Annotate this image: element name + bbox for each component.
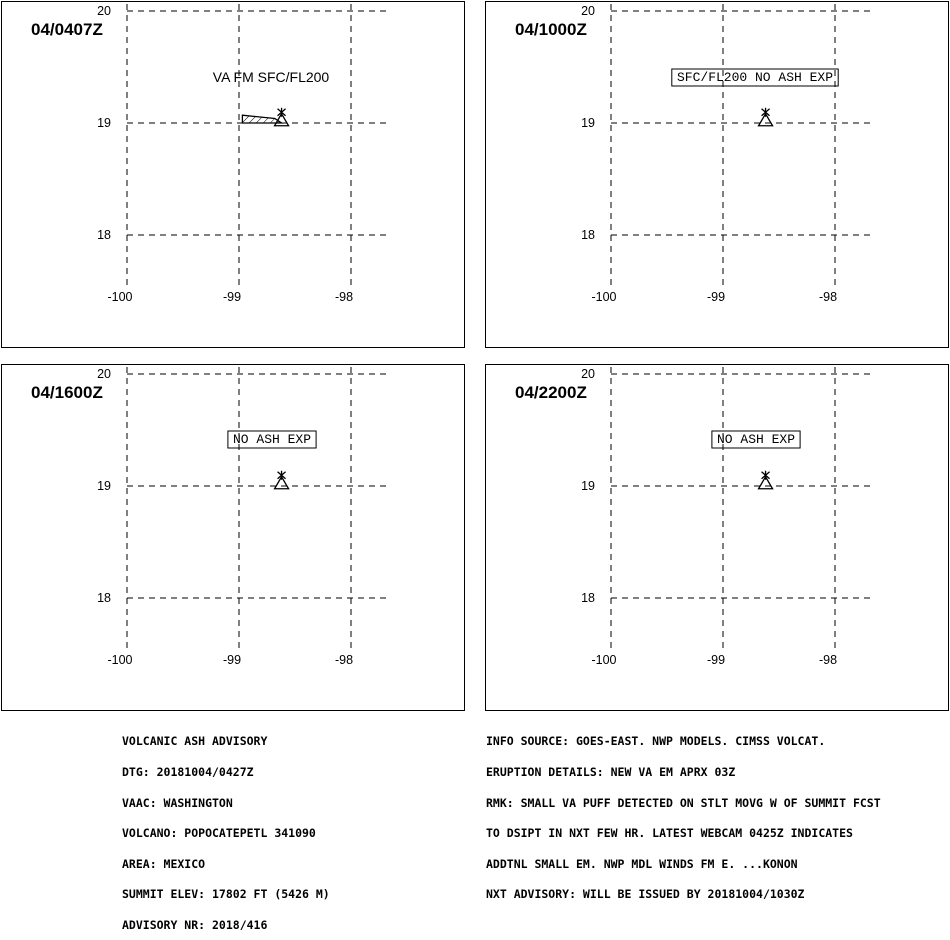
longitude-label: -100: [107, 653, 133, 667]
ash-forecast-label: VA FM SFC/FL200: [212, 69, 330, 85]
latitude-label: 20: [97, 4, 111, 18]
latitude-label: 19: [581, 479, 595, 493]
advisory-line: RMK: SMALL VA PUFF DETECTED ON STLT MOVG W OF SUMMIT FCST: [486, 795, 881, 810]
forecast-time-label: 04/0407Z: [31, 20, 103, 39]
advisory-line: ADVISORY NR: 2018/416: [122, 917, 268, 932]
advisory-line: VAAC: WASHINGTON: [122, 795, 233, 810]
forecast-time-label: 04/2200Z: [515, 383, 587, 402]
map-canvas: [486, 2, 948, 347]
advisory-line: AREA: MEXICO: [122, 856, 206, 871]
latitude-label: 19: [581, 116, 595, 130]
longitude-label: -98: [334, 290, 354, 304]
longitude-label: -100: [591, 653, 617, 667]
advisory-line: INFO SOURCE: GOES-EAST. NWP MODELS. CIMSS VOLCAT.: [486, 734, 826, 749]
advisory-line: TO DSIPT IN NXT FEW HR. LATEST WEBCAM 0425Z INDICATES: [486, 826, 853, 841]
forecast-time-label: 04/1600Z: [31, 383, 103, 402]
advisory-line: NXT ADVISORY: WILL BE ISSUED BY 20181004/1030Z: [486, 887, 805, 902]
forecast-time-label: 04/1000Z: [515, 20, 587, 39]
latitude-label: 20: [581, 367, 595, 381]
advisory-info-left: [122, 716, 330, 940]
latitude-label: 18: [581, 228, 595, 242]
advisory-line: DTG: 20181004/0427Z: [122, 765, 254, 779]
map-canvas: [2, 365, 464, 710]
longitude-label: -98: [818, 290, 838, 304]
longitude-label: -98: [334, 653, 354, 667]
advisory-info-right: [486, 716, 881, 910]
longitude-label: -99: [222, 653, 242, 667]
longitude-label: -98: [818, 653, 838, 667]
longitude-label: -100: [591, 290, 617, 304]
forecast-panel-1600z: [1, 364, 465, 711]
latitude-label: 18: [581, 591, 595, 605]
latitude-label: 19: [97, 479, 111, 493]
advisory-line: ERUPTION DETAILS: NEW VA EM APRX 03Z: [486, 765, 736, 779]
latitude-label: 18: [97, 228, 111, 242]
latitude-label: 18: [97, 591, 111, 605]
latitude-label: 20: [581, 4, 595, 18]
longitude-label: -99: [706, 653, 726, 667]
ash-cloud-polygon: [242, 115, 281, 123]
latitude-label: 20: [97, 367, 111, 381]
longitude-label: -99: [706, 290, 726, 304]
advisory-line: SUMMIT ELEV: 17802 FT (5426 M): [122, 887, 330, 902]
longitude-label: -100: [107, 290, 133, 304]
advisory-line: ADDTNL SMALL EM. NWP MDL WINDS FM E. ...KONON: [486, 856, 798, 871]
ash-forecast-label: NO ASH EXP: [716, 432, 796, 447]
ash-forecast-label: NO ASH EXP: [232, 432, 312, 447]
forecast-panel-2200z: [485, 364, 949, 711]
advisory-line: VOLCANO: POPOCATEPETL 341090: [122, 826, 316, 841]
advisory-line: VOLCANIC ASH ADVISORY: [122, 734, 268, 749]
ash-forecast-label: SFC/FL200 NO ASH EXP: [676, 70, 834, 85]
forecast-panel-1000z: [485, 1, 949, 348]
longitude-label: -99: [222, 290, 242, 304]
forecast-panel-0407z: [1, 1, 465, 348]
map-canvas: [486, 365, 948, 710]
latitude-label: 19: [97, 116, 111, 130]
map-canvas: [2, 2, 464, 347]
